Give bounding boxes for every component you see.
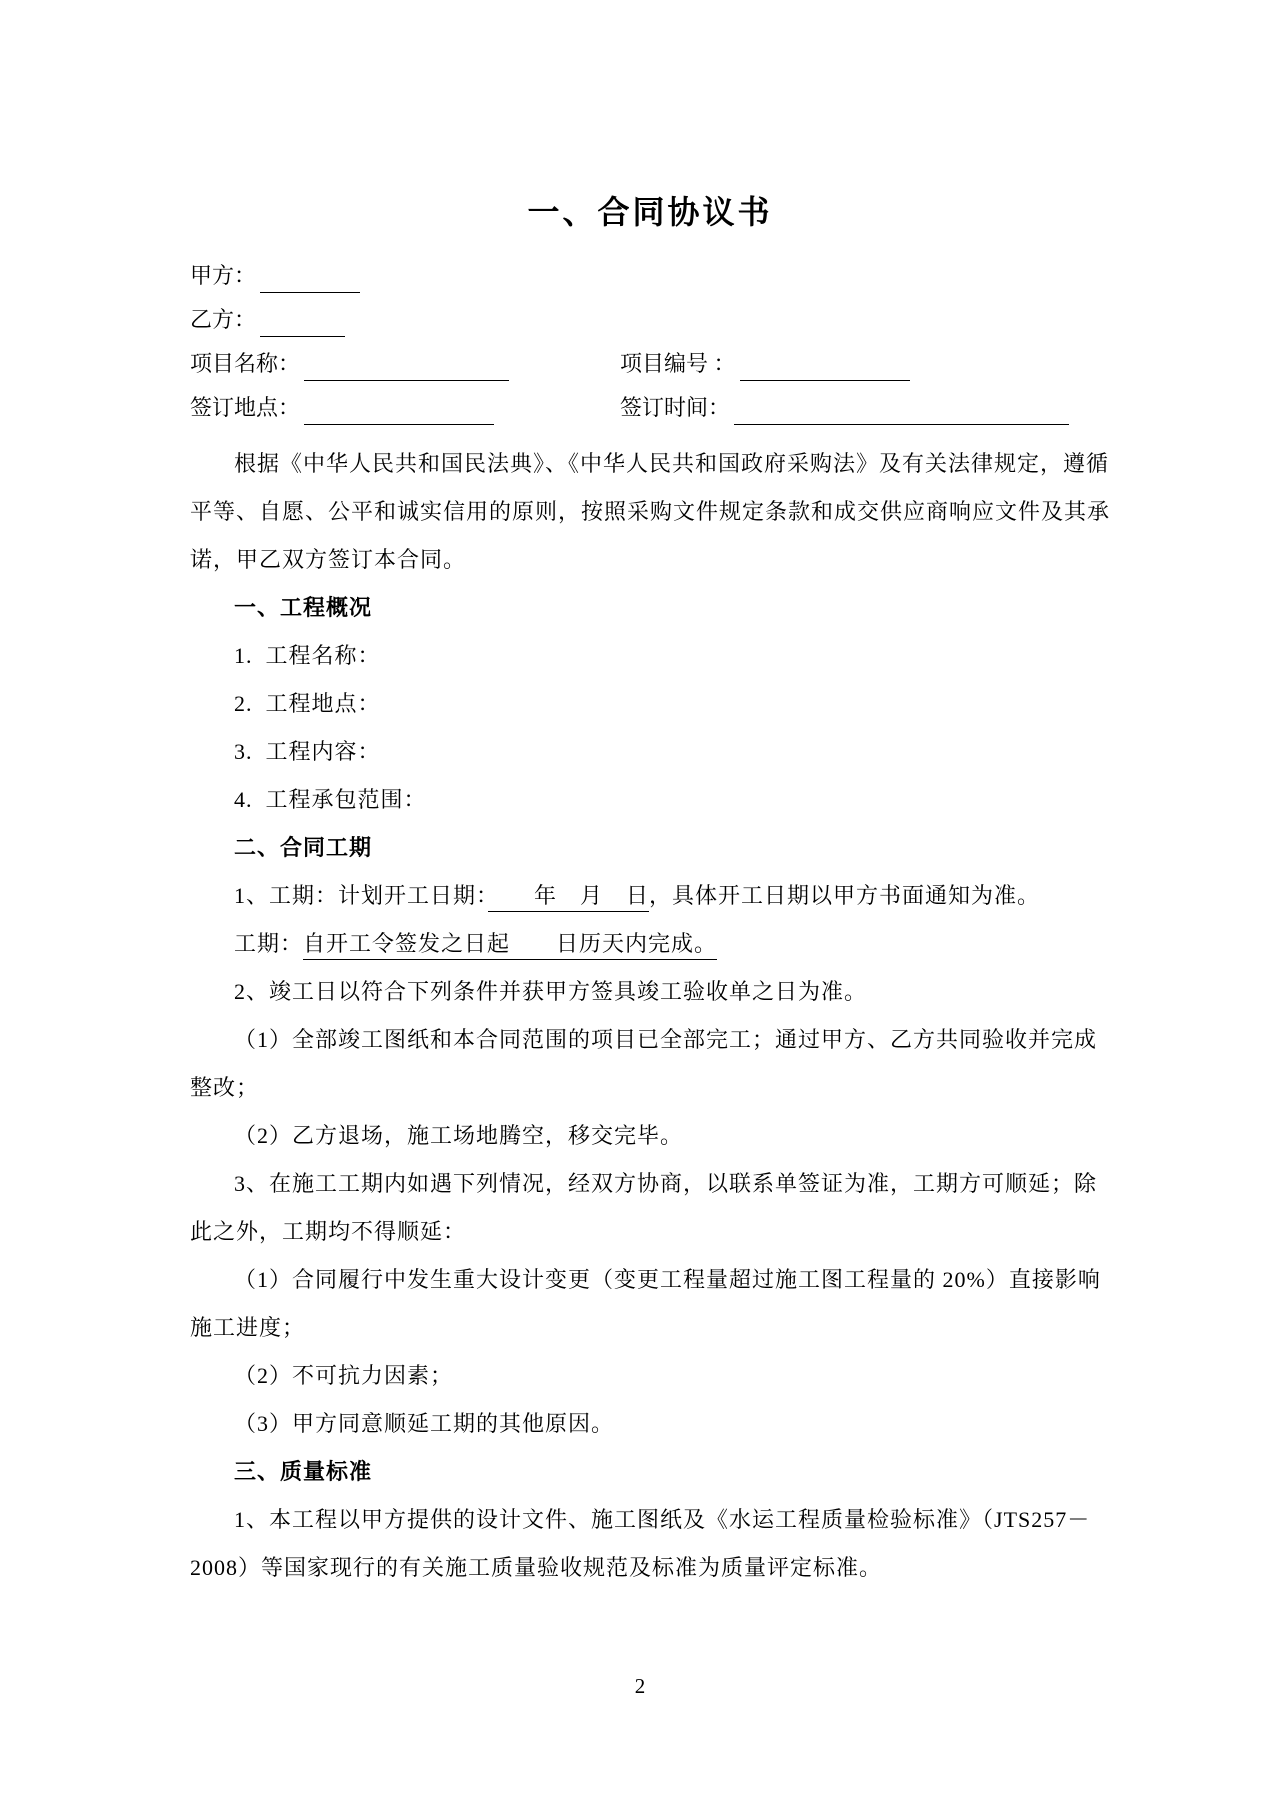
text-segment: 1. 工程名称： [234,643,381,668]
text-segment: 3、在施工工期内如遇下列情况，经双方协商，以联系单签证为准，工期方可顺延；除 [234,1171,1098,1196]
field-row [190,386,1110,430]
page-content [190,190,1110,1592]
field-cell [190,298,345,342]
field-cell [620,342,910,386]
text-segment: （2）不可抗力因素； [234,1363,454,1388]
document-body [190,440,1110,1592]
text-segment: 2、竣工日以符合下列条件并获甲方签具竣工验收单之日为准。 [234,979,868,1004]
text-segment: ，具体开工日期以甲方书面通知为准。 [649,883,1041,908]
field-cell [620,386,1069,430]
clause-line [190,1352,1110,1400]
field-label: 甲方： [190,263,257,288]
text-segment: 施工进度； [190,1315,306,1340]
text-segment: 整改； [190,1075,260,1100]
text-segment: （1）全部竣工图纸和本合同范围的项目已全部完工；通过甲方、乙方共同验收并完成 [234,1027,1098,1052]
field-row [190,342,1110,386]
fill-in-blank: 年 月 日 [488,883,649,912]
field-cell [190,342,509,386]
section-heading-3 [190,1448,1110,1496]
clause-line [190,1400,1110,1448]
field-blank-line [740,350,910,381]
field-row [190,254,1110,298]
clause-line [190,1112,1110,1160]
list-item [190,680,1110,728]
field-blank-line [260,262,360,293]
text-segment: 1、本工程以甲方提供的设计文件、施工图纸及《水运工程质量检验标准》（JTS257－ [234,1507,1091,1532]
field-label: 签订时间： [620,395,731,420]
clause-line [190,1208,1110,1256]
field-blank-line [734,394,1069,425]
preamble-line [190,536,1110,584]
section-heading-2 [190,824,1110,872]
clause-line [190,1064,1110,1112]
text-segment: 1、工期：计划开工日期： [234,883,489,908]
text-segment: 根据《中华人民共和国民法典》、《中华人民共和国政府采购法》及有关法律规定，遵循 [234,451,1110,476]
text-segment: 2. 工程地点： [234,691,381,716]
field-blank-line [304,350,509,381]
text-segment: 诺，甲乙双方签订本合同。 [190,547,467,572]
preamble-line [190,440,1110,488]
clause-line [190,1496,1110,1544]
text-segment: 2008）等国家现行的有关施工质量验收规范及标准为质量评定标准。 [190,1555,883,1580]
header-fields [190,254,1110,430]
text-segment: 工期： [234,931,304,956]
field-label: 签订地点： [190,395,301,420]
list-item [190,776,1110,824]
text-segment: 4. 工程承包范围： [234,787,427,812]
field-label: 乙方： [190,307,257,332]
clause-line [190,920,1110,968]
field-row [190,298,1110,342]
text-segment: 此之外，工期均不得顺延： [190,1219,467,1244]
clause-line [190,1544,1110,1592]
field-blank-line [260,306,345,337]
clause-line [190,968,1110,1016]
text-segment: 平等、自愿、公平和诚实信用的原则，按照采购文件规定条款和成交供应商响应文件及其承 [190,499,1111,524]
clause-line [190,1160,1110,1208]
text-segment: （1）合同履行中发生重大设计变更（变更工程量超过施工图工程量的 20%）直接影响 [234,1267,1101,1292]
clause-line [190,1016,1110,1064]
list-item [190,728,1110,776]
text-segment: 一、工程概况 [234,595,373,620]
page-number: 2 [634,1674,646,1698]
section-heading-1 [190,584,1110,632]
field-label: 项目编号 ： [620,351,736,376]
field-cell [190,254,360,298]
text-segment: （2）乙方退场，施工场地腾空，移交完毕。 [234,1123,684,1148]
text-segment: 二、合同工期 [234,835,373,860]
field-label: 项目名称： [190,351,301,376]
field-cell [190,386,494,430]
fill-in-blank: 自开工令签发之日起 日历天内完成。 [303,931,717,960]
preamble-line [190,488,1110,536]
text-segment: （3）甲方同意顺延工期的其他原因。 [234,1411,615,1436]
clause-line [190,1256,1110,1304]
list-item [190,632,1110,680]
text-segment: 3. 工程内容： [234,739,381,764]
field-blank-line [304,394,494,425]
clause-line [190,872,1110,920]
page-title: 一、合同协议书 [527,194,773,230]
text-segment: 三、质量标准 [234,1459,373,1484]
clause-line [190,1304,1110,1352]
